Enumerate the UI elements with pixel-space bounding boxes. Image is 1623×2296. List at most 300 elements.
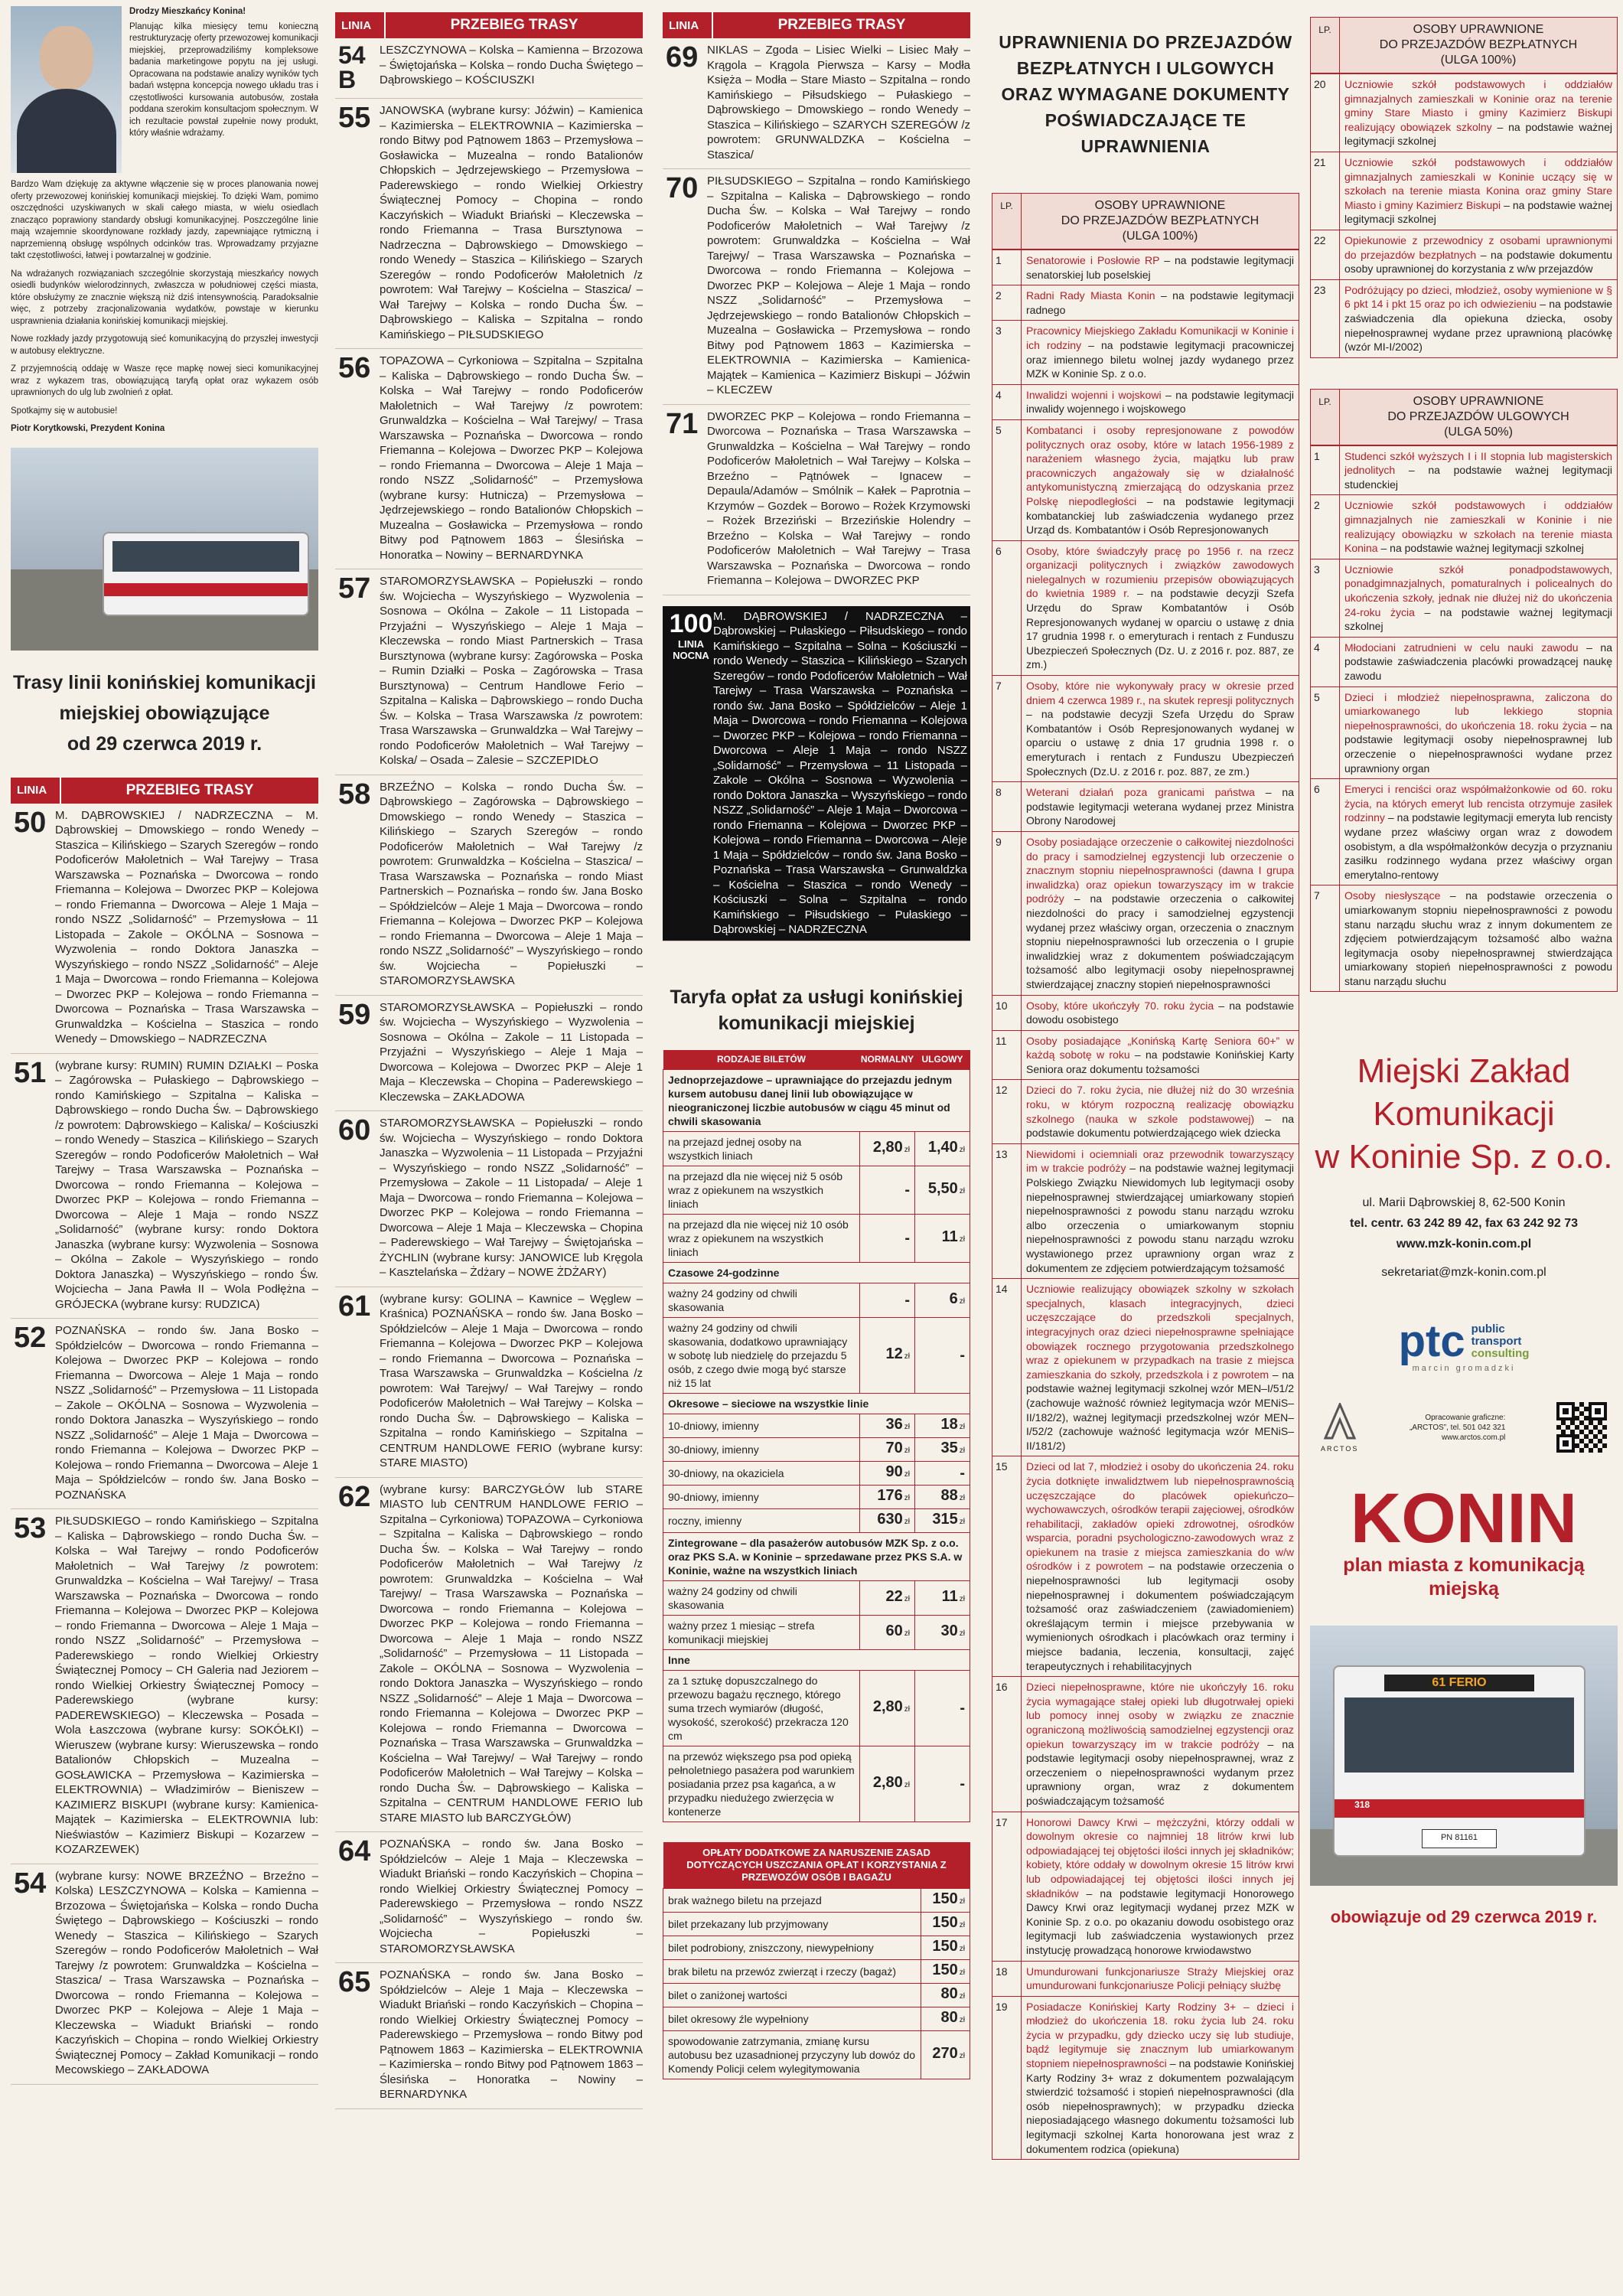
ticket-desc: 90-dniowy, imienny (663, 1486, 860, 1509)
currency: zł (904, 1423, 910, 1431)
col-normal: NORMALNY (860, 1050, 915, 1070)
ticket-price (915, 1166, 970, 1215)
permission-document: – na podstawie ważnej legitymacji szkolnej (1377, 542, 1584, 555)
tariff-section: Zintegrowane – dla pasażerów autobusów MZK Sp. z o.o. oraz PKS S.A. w Koninie – sprzedawane przez PKS S.A. w Koninie, ważne na wszystkich liniach (663, 1533, 970, 1581)
permission-document: – na podstawie ważnej legitymacji szkolnej (1344, 605, 1612, 633)
credit-line: www.arctos.com.pl (1442, 1433, 1506, 1442)
permission-group: Dzieci od lat 7, młodzież i osoby do ukończenia 24. roku życia dotknięte inwalidztwem lub niepełnosprawnością uczęszczające do placówek opiekuńczo–wychowawczych, ośrodków terapii zajęciowej, ośrodków rehabilitacji, zakładów opieki zdrowotnej, ośrodków wsparcia, poradni psychologiczno-zawodowych wraz z opiekunem na trasie z miejsca zamieszkania do w/w ośrodków i z powrotem (1026, 1460, 1294, 1573)
permission-group: Osoby posiadające „Konińską Kartę Seniora 60+” w każdą sobotę w roku (1026, 1034, 1294, 1062)
permission-document: – na podstawie ważnej legitymacji szkolnej wzór MEN–I/51/2 (zachowuje ważność również legitymacja wzór MENiS–II/182/2), ważnej legitymacji przedszkolnej wzór MEN–I/52/2 (zachowuje ważność legitymacja wzór MENiS–II/181/2) (1026, 1368, 1294, 1452)
price-value: - (960, 1776, 965, 1792)
surcharge-desc: bilet okresowy źle wypełniony (663, 2007, 921, 2031)
permission-number: 23 (1311, 280, 1340, 357)
tariff-row (663, 1462, 970, 1486)
ticket-desc: ważny przez 1 miesiąc – strefa komunikacji miejskiej (663, 1616, 860, 1650)
route-row (335, 775, 643, 996)
permission-text (1022, 321, 1299, 383)
surcharge-amount: 150 (932, 1890, 958, 1907)
mayor-portrait (11, 6, 122, 173)
route-text: PIŁSUDSKIEGO – rondo Kamińskiego – Szpitalna – Kaliska – Dąbrowskiego – rondo Ducha Św. – Kolska – Wał Tarejwy – rondo Podoficerów Małoletnich – Wał Tarejwy /z powrotem: Grunwaldzka – Kościelna – Wał Tarejwy/ – Trasa Warszawska – Poznańska – Dworcowa – rondo Friemanna – Kolejowa – Dworzec PKP – Kolejowa – rondo Friemanna – Dworcowa – Aleje 1 Maja – rondo NSZZ „Solidarność” – Przemysłowa – Paderewskiego – rondo Wielkiej Orkiestry Świątecznej Pomocy – CH Galeria nad Jeziorem – rondo Wielkiej Orkiestry Świątecznej Pomocy – Paderewskiego (wybrane kursy: PADEREWSKIEGO) – Kleczewska – Posada – Wola Łaszczowa (wybrane kursy: SOKÓŁKI) – Wieruszew (wybrane kursy: Wieruszewska – rondo Batalionów Chłopskich – Muzealna – GOSŁAWICKA – Przemysłowa – Kazimierska – ELEKTROWNIA) – Władzimirów – Bieniszew – KAZIMIERZ BISKUPI (wybrane kursy: Kamienica-Majątek – Kazimierska – ELEKTROWNIA lub: Nieświastów – Kazimierz Biskupi – Kozarzew – KOZARZEWEK) (55, 1515, 318, 1856)
currency: zł (959, 1945, 965, 1953)
currency: zł (904, 1146, 910, 1154)
permission-group: Osoby niesłyszące (1344, 889, 1441, 902)
ticket-price (860, 1283, 915, 1318)
tariff-row (663, 1166, 970, 1215)
ticket-desc: ważny 24 godziny od chwili skasowania (663, 1581, 860, 1616)
currency: zł (959, 1235, 965, 1244)
currency: zł (959, 1992, 965, 2001)
valid-from-footer: obowiązuje od 29 czerwca 2019 r. (1330, 1907, 1598, 1927)
permission-row (992, 384, 1299, 419)
ticket-price (860, 1671, 915, 1746)
permission-text (1022, 782, 1299, 831)
permission-document: – na podstawie orzeczenia o niepełnosprawności lub legitymacji osoby niepełnosprawnej i dokumentem poświadczającym tożsamość oraz zaświadczeniem (zawiadomieniem) określającym termin i miejsce przebywania w wymienionych ośrodkach i placówkach oraz terminy i miejsce badania, leczenia, konsultacji, zajęć terapeutycznych i rehabilitacyjnych (1026, 1560, 1294, 1672)
route-row (335, 1287, 643, 1478)
currency: zł (959, 1187, 965, 1195)
lp-label: LP. (1310, 389, 1339, 445)
permission-number: 4 (992, 385, 1022, 419)
permission-row (1311, 637, 1617, 687)
permission-number: 3 (1311, 559, 1340, 637)
ticket-price (915, 1132, 970, 1166)
permission-row (992, 675, 1299, 781)
ticket-price (915, 1215, 970, 1263)
permission-text (1022, 1677, 1299, 1811)
free-title-line: DO PRZEJAZDÓW BEZPŁATNYCH (1061, 214, 1260, 227)
route-number: 58 (338, 778, 371, 810)
permission-document: – na podstawie dokumentu osoby uprawnionej do korzystania z w/w przejazdów (1344, 248, 1612, 276)
permission-document: – na podstawie legitymacji pracowniczej oraz imiennego biletu wolnej jazdy wydanego przez MZK w Koninie Sp. z o.o. (1026, 338, 1294, 380)
permission-group: Dzieci niepełnosprawne, które nie ukończyły 16. roku życia wymagające stałej opieki lub długotrwałej opieki lub pomocy innej osoby w związku ze znacznie ograniczoną możliwością samodzielnej egzystencji oraz opiekun towarzyszący im w trakcie podróży (1026, 1681, 1294, 1750)
free-title-line: (ULGA 100%) (1122, 230, 1198, 243)
night-route (663, 606, 970, 941)
route-text: POZNAŃSKA – rondo św. Jana Bosko – Spółdzielców – Aleje 1 Maja – Kleczewska – Wiadukt Briański – rondo Kaczyńskich – Chopina – rondo Wielkiej Orkiestry Świątecznej Pomocy – Paderewskiego – Przemysłowa – rondo NSZZ „Solidarność” – Wyszyńskiego – rondo św. Wojciecha – Popiełuszki – STAROMORZYSŁAWSKA (380, 1838, 643, 1955)
tariff-table (663, 1050, 970, 1823)
surcharge-desc: brak ważnego biletu na przejazd (663, 1889, 921, 1913)
route-text: DWORZEC PKP – Kolejowa – rondo Friemanna – Dworcowa – Poznańska – Trasa Warszawska – Grunwaldzka – Kościelna – Wał Tarejwy – rondo Podoficerów Małoletnich – Wał Tarejwy – Kolska – Brzeźno – Pątnówek – Ignacew – Depaula/Adamów – Smólnik – Kałek – Paprotnia – Krzymów – Gozdek – Borowo – Rożek Krzymowski – Rożek Brzeziński – Brzezińskie Holendry – Brzeźno – Kolska – Wał Tarejwy – rondo Podoficerów Małoletnich – Wał Tarejwy – Trasa Warszawska – Poznańska – Dworcowa – rondo Friemanna – Kolejowa – DWORZEC PKP (707, 409, 970, 587)
permission-text (1022, 676, 1299, 781)
currency: zł (959, 1423, 965, 1431)
price-value: 30 (940, 1623, 958, 1639)
permission-group: Uczniowie realizujący obowiązek szkolny w szkołach specjalnych, klasach integracyjnych, dzieci uczęszczające do przedszkoli specjalnych, integracyjnych oraz dzieci niepełnosprawne spełniające obowiązek rocznego przygotowania przedszkolnego wraz z opiekunem w przypadkach na trasie z miejsca zamieszkania do szkoły, przedszkola i z powrotem (1026, 1283, 1294, 1381)
currency: zł (904, 1494, 910, 1502)
tariff-row (663, 1414, 970, 1438)
ticket-price (915, 1746, 970, 1822)
header-route: PRZEBIEG TRASY (125, 781, 254, 798)
ticket-price (860, 1509, 915, 1533)
surcharge-value (921, 1936, 970, 1960)
route-number: 57 (338, 572, 371, 605)
letter-greeting: Drodzy Mieszkańcy Konina! (129, 7, 246, 16)
bus-front-illustration (1333, 1665, 1586, 1857)
konin-title: KONIN (1350, 1479, 1578, 1558)
konin-subtitle: miejską (1429, 1578, 1499, 1600)
column-2 (335, 0, 643, 2296)
permission-text (1022, 1456, 1299, 1676)
ticket-desc: 30-dniowy, na okaziciela (663, 1462, 860, 1486)
permission-group: Pracownicy Miejskiego Zakładu Komunikacji w Koninie i ich rodziny (1026, 325, 1294, 351)
company-name-line: Komunikacji (1373, 1095, 1555, 1133)
surcharge-amount: 80 (940, 2009, 958, 2026)
route-text: BRZEŹNO – Kolska – rondo Ducha Św. – Dąbrowskiego – Zagórowska – Dąbrowskiego – Dmowskiego – rondo Wenedy – Staszica – Kilińskiego – Szarych Szeregów – rondo Podoficerów Małoletnich – Wał Tarejwy /z powrotem: Grunwaldzka – Kościelna – Staszica/ – Trasa Warszawska – Poznańska – rondo Miast Partnerskich – Poznańska – rondo św. Jana Bosko – Spółdzielców – Aleje 1 Maja – Dworcowa – rondo Friemanna – Kolejowa – Dworzec PKP – Kolejowa – rondo Friemanna – Dworcowa – Aleje 1 Maja – rondo NSZZ „Solidarność” – Wyszyńskiego – rondo św. Wojciecha – Popiełuszki – STAROMORZYSŁAWSKA (380, 780, 643, 987)
permission-number: 7 (1311, 885, 1340, 991)
permission-number: 4 (1311, 638, 1340, 687)
permission-group: Dzieci do 7. roku życia, nie dłużej niż do 30 września roku, w którym rozpoczną realizację obowiązku szkolnego (nauka w szkole podstawowej) (1026, 1084, 1294, 1125)
route-number: 51 (14, 1056, 47, 1089)
currency: zł (959, 1518, 965, 1526)
bus-fleet-number: 318 (1354, 1799, 1370, 1811)
price-value: 22 (885, 1588, 903, 1605)
ticket-price (860, 1166, 915, 1215)
route-row (11, 1054, 318, 1319)
permission-document: – na podstawie decyzji Szefa Urzędu do Spraw Kombatantów i Osób Represjonowanych wydanej w oparciu o ustawę z dnia 17 grudnia 1998 r. o emeryturach i rentach z Funduszu Ubezpieczeń Społecznych (Dz. U. z 2016 r. poz. 887, ze zm.) (1026, 587, 1294, 671)
ticket-price (860, 1215, 915, 1263)
surcharge-amount: 150 (932, 1962, 958, 1978)
tariff-section: Jednoprzejazdowe – uprawniające do przejazdu jednym kursem autobusu danej linii lub obowiązujące w nieograniczonej liczbie autobusów w ciągu 45 minut od chwili skasowania (663, 1070, 970, 1132)
ptc-line: consulting (1471, 1347, 1530, 1361)
surcharge-value (921, 2031, 970, 2079)
currency: zł (904, 1518, 910, 1526)
permission-row (1311, 279, 1617, 357)
permission-group: Senatorowie i Posłowie RP (1026, 254, 1160, 266)
permission-number: 1 (992, 250, 1022, 285)
permission-text (1022, 996, 1299, 1030)
routes-list-1 (11, 804, 318, 2085)
header-route: PRZEBIEG TRASY (777, 17, 906, 33)
permissions-title (992, 29, 1299, 159)
currency: zł (904, 1629, 910, 1638)
permission-number: 10 (992, 996, 1022, 1030)
currency: zł (904, 1595, 910, 1603)
ticket-desc: na przewóz większego psa pod opieką pełnoletniego pasażera pod warunkiem posiadania przez psa kagańca, a w przypadku niedużego zwierzęcia w kontenerze (663, 1746, 860, 1822)
surcharge-amount: 150 (932, 1914, 958, 1931)
route-number: 53 (14, 1512, 47, 1544)
permission-row (992, 1676, 1299, 1811)
night-sub: LINIA (678, 638, 704, 650)
permission-text (1340, 280, 1617, 357)
permission-number: 5 (1311, 687, 1340, 779)
surcharge-row (663, 1913, 970, 1936)
permission-text (1340, 230, 1617, 279)
ticket-desc: ważny 24 godziny od chwili skasowania, dodatkowo uprawniający w sobotę lub niedzielę do przejazdu 5 osób, z czego dwie mogą być starsze niż 15 lat (663, 1318, 860, 1394)
permission-number: 2 (992, 285, 1022, 320)
permission-document: – na podstawie legitymacji osoby niepełnosprawnej, wraz z orzeczeniem o niepełnosprawności wydanym przez uprawniony organ, wraz z dokumentem poświadczającym tożsamość (1026, 1737, 1294, 1807)
permission-row (992, 1030, 1299, 1080)
routes-caption (11, 667, 318, 759)
route-text: NIKLAS – Zgoda – Lisiec Wielki – Lisiec Mały – Krągola – Krągola Pierwsza – Karsy – Modła Księża – Modła – Stare Miasto – Szpitalna – rondo Kamińskiego – Piłsudskiego – Pułaskiego – Dąbrowskiego – Dmowskiego – rondo Wenedy – Staszica – Kilińskiego – SZARYCH SZEREGÓW /z powrotem: GRUNWALDZKA – Kościelna – Staszica/ (707, 44, 970, 161)
permission-document: – na podstawie legitymacji weterana wydanej przez Ministra Obrony Narodowej (1026, 786, 1295, 827)
permission-number: 6 (992, 541, 1022, 675)
permission-row (992, 1079, 1299, 1143)
credit-line: Opracowanie graficzne: (1425, 1413, 1506, 1422)
surcharge-value (921, 1889, 970, 1913)
free-title-line: DO PRZEJAZDÓW BEZPŁATNYCH (1379, 38, 1578, 51)
currency: zł (904, 1352, 910, 1361)
company-name-line: Miejski Zakład (1357, 1052, 1571, 1091)
permission-number: 16 (992, 1677, 1022, 1811)
price-value: 60 (885, 1623, 903, 1639)
price-value: - (960, 1347, 965, 1364)
ticket-price (860, 1132, 915, 1166)
graphic-credit (1410, 1413, 1505, 1443)
ticket-price (915, 1318, 970, 1394)
permission-group: Uczniowie szkół podstawowych i oddziałów gimnazjalnych nie zamieszkali w Koninie i nie realizujący obowiązku w szkołach na terenie miasta Konina (1344, 499, 1612, 555)
route-text: LESZCZYNOWA – Kolska – Kamienna – Brzozowa – Świętojańska – Kolska – rondo Ducha Świętego – Dąbrowskiego – KOŚCIUSZKI (380, 44, 643, 86)
permission-document: – na podstawie legitymacji radnego (1026, 289, 1294, 316)
permission-number: 13 (992, 1144, 1022, 1278)
permission-document: – na podstawie decyzji Szefa Urzędu do Spraw Kombatantów i Osób Represjonowanych wydanej w oparciu o ustawę z dnia 17 grudnia 1998 r. o emeryturach i rentach z Funduszu Ubezpieczeń Społecznych (Dz.U. z 2016 r. poz. 887, ze zm.) (1026, 708, 1294, 778)
permission-number: 20 (1311, 74, 1340, 152)
permission-group: Umundurowani funkcjonariusze Straży Miejskiej oraz umundurowani funkcjonariusze Policji pełniący służbę (1026, 1965, 1294, 1992)
permission-text (1340, 687, 1617, 779)
ptc-logo (1310, 1316, 1618, 1367)
permission-group: Posiadacze Konińskiej Karty Rodziny 3+ – dzieci i młodzież do ukończenia 18. roku życia lub 24. roku życia w przypadku, gdy dziecko uczy się lub studiuje, bądź legitymuje się znacznym lub umiarkowanym stopniem niepełnosprawności (1026, 2000, 1294, 2070)
permission-text (1022, 1812, 1299, 1961)
letter-p6: Spotkajmy się w autobusie! (11, 406, 118, 416)
permission-text (1340, 779, 1617, 885)
currency: zł (959, 1629, 965, 1638)
route-text: STAROMORZYSŁAWSKA – Popiełuszki – rondo św. Wojciecha – Wyszyńskiego – Wyzwolenia – Sosnowa – Okólna – Zakole – 11 Listopada – Przyjaźni – Wyszyńskiego – Aleje 1 Maja – Dworcowa – Kolejowa – Dworzec PKP – Aleje 1 Maja – Kleczewska – Chopina – Paderewskiego – Kleczewska – ZAKŁADOWA (380, 1000, 643, 1104)
price-value: 630 (877, 1511, 903, 1528)
surcharge-value (921, 1960, 970, 1984)
route-row (335, 1111, 643, 1287)
letter-p4: Nowe rozkłady jazdy przygotowują sieć komunikacyjną do przyszłej inwestycji w autobusy elektryczne. (11, 334, 318, 356)
company-name-line: w Koninie Sp. z o.o. (1315, 1138, 1613, 1176)
currency: zł (904, 1446, 910, 1455)
route-number: 50 (14, 806, 47, 839)
route-row (335, 1963, 643, 2109)
free-title-line: OSOBY UPRAWNIONE (1413, 23, 1544, 36)
permission-document: – na podstawie legitymacji emeryta lub rencisty wydane przez właściwy organ wraz z dowodem osobistym, a dla współmałżonków decyzja o przyznaniu zasiłku rodzinnego wydana przez właściwy organ emerytalno-rentowy (1344, 811, 1612, 881)
night-route-text: M. DĄBROWSKIEJ / NADRZECZNA – Dąbrowskiej – Pułaskiego – Piłsudskiego – rondo Kamińskiego – Szpitalna – Solna – Kościuszki – rondo Wenedy – Staszica – Kilińskiego – Szarych Szeregów – rondo Podoficerów Małoletnich – Wał Tarejwy – Trasa Warszawska – Poznańska – rondo św. Jana Bosko – Spółdzielców – Aleje 1 Maja – Dworcowa – rondo Friemanna – Kolejowa – Dworzec PKP – Kolejowa – rondo Friemanna – Dworcowa – Aleje 1 Maja – rondo NSZZ „Solidarność” – Przemysłowa – 11 Listopada – Zakole – Okólna – Sosnowa – Wyzwolenia – rondo Doktora Janaszka – Wyszyńskiego – rondo NSZZ „Solidarność” – Aleje 1 Maja – Dworcowa – rondo Friemanna – Kolejowa – Dworzec PKP – Kolejowa – rondo Friemanna – Dworcowa – Aleje 1 Maja – Spółdzielców – rondo św. Jana Bosko – Poznańska – Trasa Warszawska – Grunwaldzka – Kościelna – Staszica – rondo Wenedy – Kościuszki – Solna – Szpitalna – rondo Kamińskiego – Piłsudskiego – Pułaskiego – Dąbrowskiej – NADRZECZNA (713, 609, 967, 936)
permission-group: Uczniowie szkół podstawowych i oddziałów gimnazjalnych zamieszkali w Koninie uczący się w szkołach na terenie miasta Konina oraz gminy Stare Miasto i gminy Kazimierz Biskupi (1344, 155, 1612, 211)
ticket-desc: 30-dniowy, imienny (663, 1438, 860, 1462)
tariff-row (663, 1509, 970, 1533)
routes-list-2 (335, 38, 643, 2109)
permission-row (992, 781, 1299, 831)
surcharge-desc: bilet o zaniżonej wartości (663, 1984, 921, 2007)
price-value: 176 (877, 1487, 903, 1504)
ptc-line: transport (1471, 1335, 1522, 1349)
portrait-suit (17, 89, 116, 173)
arctos-logo (1321, 1403, 1358, 1453)
ticket-price (915, 1283, 970, 1318)
permission-document: – na podstawie orzeczenia o całkowitej niezdolności do pracy i samodzielnej egzystencji wydanej przez właściwy organ, orzeczenia o znacznym stopniu niepełnosprawności lub orzeczenia o I grupie inwalidzkiej wraz z dokumentem poświadczającym tożsamość albo legitymacji osoby niepełnosprawnej stwierdzającej znaczny stopień niepełnosprawności (1026, 892, 1294, 990)
permission-document: – na podstawie orzeczenia o umiarkowanym stopniu niepełnosprawności z powodu stanu narządu słuchu wraz z innym dokumentem ze zdjęciem potwierdzającym tożsamość albo ważna legitymacja osoby niepełnosprawnej stwierdzająca umiarkowany stopień niepełnosprawności z powodu stanu narządu słuchu (1344, 889, 1612, 987)
currency: zł (959, 1921, 965, 1929)
ticket-price (915, 1581, 970, 1616)
permission-row (1311, 687, 1617, 779)
ptc-signature: marcin gromadzki (1412, 1364, 1516, 1374)
permission-document: – na podstawie dowodu osobistego (1026, 999, 1294, 1026)
permission-document: – na podstawie zaświadczenia placówki prowadzącej naukę zawodu (1344, 641, 1612, 682)
permission-row (1311, 230, 1617, 279)
permission-text (1022, 1031, 1299, 1080)
tariff-row (663, 1132, 970, 1166)
header-line: LINIA (11, 778, 61, 804)
ptc-line: public (1471, 1322, 1505, 1336)
ticket-price (915, 1671, 970, 1746)
route-number: 65 (338, 1966, 371, 1998)
perm-title-line: BEZPŁATNYCH I ULGOWYCH (1016, 58, 1275, 78)
permission-text (1340, 495, 1617, 558)
price-value: - (904, 1292, 910, 1309)
route-row (335, 569, 643, 775)
surcharge-value (921, 2007, 970, 2031)
price-value: 2,80 (872, 1139, 903, 1156)
perm-title-line: UPRAWNIENIA DO PRZEJAZDÓW (999, 32, 1292, 52)
company-website[interactable]: www.mzk-konin.com.pl (1396, 1238, 1532, 1251)
surcharge-amount: 270 (932, 2045, 958, 2062)
bus-photo-1 (11, 448, 318, 651)
arctos-name: ARCTOS (1321, 1444, 1359, 1453)
ticket-price (860, 1318, 915, 1394)
currency: zł (904, 1705, 910, 1714)
route-number: 64 (338, 1835, 371, 1867)
permission-document: – na podstawie ważnej legitymacji szkolnej (1344, 198, 1612, 226)
route-number: 69 (666, 41, 699, 73)
permission-text (1022, 1080, 1299, 1143)
disc-title-line: OSOBY UPRAWNIONE (1413, 394, 1544, 408)
surcharge-desc: bilet podrobiony, zniszczony, niewypełniony (663, 1936, 921, 1960)
ticket-desc: za 1 sztukę dopuszczalnego do przewozu bagażu ręcznego, którego suma trzech wymiarów (długość, wysokość, szerokość) przekracza 120 cm (663, 1671, 860, 1746)
ticket-price (915, 1462, 970, 1486)
company-email[interactable]: sekretariat@mzk-konin.com.pl (1381, 1266, 1546, 1280)
ticket-price (915, 1509, 970, 1533)
ticket-price (860, 1414, 915, 1438)
surcharge-value (921, 1984, 970, 2007)
route-number: 71 (666, 407, 699, 440)
permission-document: – na podstawie legitymacji senatorskiej lub poselskiej (1026, 254, 1294, 281)
permission-group: Podróżujący po dzieci, młodzież, osoby wymienione w § 6 pkt 14 i pkt 15 oraz po ich odwiezieniu (1344, 283, 1612, 311)
permission-row (992, 831, 1299, 995)
night-sub: NOCNA (673, 649, 709, 661)
surcharge-amount: 80 (940, 1985, 958, 2002)
permission-document: – na podstawie ważnej legitymacji Polskiego Związku Niewidomych lub legitymacji osoby niepełnosprawnej stwierdzającej umiarkowany stopień niepełnosprawności z powodu stanu narządu wzroku albo orzeczenia o umiarkowanym stopniu niepełnosprawności z powodu stanu narządu wzroku wystawionego przez uprawniony organ wraz z dokumentem ze zdjęciem potwierdzającym tożsamość (1026, 1162, 1294, 1274)
free-title-line: (ULGA 100%) (1440, 54, 1517, 67)
route-row (335, 1832, 643, 1963)
permission-group: Opiekunowie z przewodnicy z osobami uprawnionymi do przejazdów bezpłatnych (1344, 233, 1612, 261)
tariff-row (663, 1318, 970, 1394)
permission-group: Uczniowie szkół podstawowych i oddziałów gimnazjalnych zamieszkali w Koninie oraz na terenie gminy Stare Miasto i gminy Kazimierz Biskupi realizujący obowiązek szkolny (1344, 78, 1612, 133)
tariff-row (663, 1746, 970, 1822)
route-number: 61 (338, 1290, 371, 1322)
permission-group: Niewidomi i ociemniali oraz przewodnik towarzyszący im w trakcie podróży (1026, 1147, 1294, 1175)
currency: zł (904, 1781, 910, 1789)
route-row (335, 38, 643, 99)
surcharge-table (663, 1842, 970, 2079)
permission-number: 15 (992, 1456, 1022, 1676)
perm-title-line: ORAZ WYMAGANE DOKUMENTY (1001, 84, 1290, 104)
ticket-desc: roczny, imienny (663, 1509, 860, 1533)
tariff-row (663, 1215, 970, 1263)
tariff-row (663, 1438, 970, 1462)
header-line: LINIA (335, 12, 386, 38)
tariff-title-line: Taryfa opłat za usługi konińskiej (670, 986, 963, 1008)
permission-number: 21 (1311, 152, 1340, 230)
currency: zł (959, 1297, 965, 1306)
permission-number: 9 (992, 832, 1022, 995)
caption-line: Trasy linii konińskiej komunikacji (13, 671, 316, 693)
ticket-price (860, 1486, 915, 1509)
permission-document: – na podstawie dokumentu potwierdzającego wiek dziecka (1026, 1112, 1294, 1140)
route-text: PIŁSUDSKIEGO – Szpitalna – rondo Kamińskiego – Szpitalna – Kaliska – Dąbrowskiego – rondo Ducha Św. – Kolska – Wał Tarejwy – rondo Podoficerów Małoletnich – Wał Tarejwy /z powrotem: Grunwaldzka – Kościelna – Wał Tarejwy/ – Trasa Warszawska – Poznańska – Dworcowa – rondo Friemanna – Kolejowa – Dworzec PKP – Kolejowa – Aleje 1 Maja – rondo NSZZ „Solidarność” – Przemysłowa – Jędrzejewskiego – rondo Batalionów Chłopskich – Muzealna – Gosławicka – Przemysłowa – rondo Bitwy pod Pątnowem 1863 – Kazimierska – ELEKTROWNIA – Kazimierska – Kamienica-Majątek – Kamienica – Kazimierz Biskupi – Jóźwin – KLECZEW (707, 174, 970, 396)
price-value: 2,80 (872, 1774, 903, 1791)
currency: zł (904, 1470, 910, 1479)
permission-text (1022, 250, 1299, 285)
lp-label: LP. (992, 193, 1021, 249)
permission-group: Radni Rady Miasta Konin (1026, 289, 1155, 302)
route-row (335, 349, 643, 569)
permission-text (1340, 885, 1617, 991)
permission-text (1340, 638, 1617, 687)
permission-number: 3 (992, 321, 1022, 383)
ticket-desc: na przejazd dla nie więcej niż 5 osób wraz z opiekunem na wszystkich liniach (663, 1166, 860, 1215)
free-list (992, 249, 1299, 2160)
route-row (335, 996, 643, 1112)
caption-line: od 29 czerwca 2019 r. (67, 732, 262, 755)
permission-group: Inwalidzi wojenni i wojskowi (1026, 388, 1162, 401)
surcharge-row (663, 1984, 970, 2007)
header-line: LINIA (663, 12, 713, 38)
ticket-desc: 10-dniowy, imienny (663, 1414, 860, 1438)
route-text: POZNAŃSKA – rondo św. Jana Bosko – Spółdzielców – Aleje 1 Maja – Kleczewska – Wiadukt Briański – rondo Kaczyńskich – Chopina – rondo Wielkiej Orkiestry Świątecznej Pomocy – Paderewskiego – Przemysłowa – rondo Bitwy pod Pątnowem 1863 – Kazimierska – ELEKTROWNIA – Kazimierska – rondo Bitwy pod Pątnowem 1863 – Ślesińska – Honoratka – Nowiny – BERNARDYNKA (380, 1968, 643, 2101)
currency: zł (959, 1494, 965, 1502)
column-3 (663, 0, 970, 2296)
route-text: M. DĄBROWSKIEJ / NADRZECZNA – M. Dąbrowskiej – Dmowskiego – rondo Wenedy – Staszica – Kilińskiego – Szarych Szeregów – rondo Podoficerów Małoletnich – Wał Tarejwy – Trasa Warszawska – Poznańska – Dworcowa – rondo Friemanna – Kolejowa – Dworzec PKP – Kolejowa – rondo Friemanna – Dworcowa – Aleje 1 Maja – rondo NSZZ „Solidarność” – Przemysłowa – 11 Listopada – Zakole – OKÓLNA – Sosnowa – Wyzwolenia – rondo Doktora Janaszka – Wyszyńskiego – rondo NSZZ „Solidarność” – Aleje 1 Maja – Dworcowa – rondo Friemanna – Kolejowa – Dworzec PKP – Kolejowa – rondo Friemanna – Dworcowa – Poznańska – Trasa Warszawska – Grunwaldzka – Kościelna – Staszica – rondo Wenedy – Dmowskiego – NADRZECZNA (55, 808, 318, 1045)
tariff-section: Okresowe – sieciowe na wszystkie linie (663, 1394, 970, 1414)
ticket-price (915, 1414, 970, 1438)
price-value: 88 (940, 1487, 958, 1504)
permission-row (1311, 778, 1617, 885)
permission-row (992, 1456, 1299, 1676)
letter-top (11, 6, 318, 173)
permission-number: 18 (992, 1962, 1022, 1996)
free-title-line: OSOBY UPRAWNIONE (1094, 199, 1226, 212)
ticket-price (860, 1616, 915, 1650)
permission-row (992, 1996, 1299, 2160)
free-header-2 (1310, 17, 1618, 73)
permission-row (992, 419, 1299, 540)
permission-number: 17 (992, 1812, 1022, 1961)
surcharge-desc: brak biletu na przewóz zwierząt i rzeczy (bagaż) (663, 1960, 921, 1984)
tariff-title (663, 984, 970, 1036)
ticket-desc: ważny 24 godziny od chwili skasowania (663, 1283, 860, 1318)
disc-title-line: DO PRZEJAZDÓW ULGOWYCH (1387, 409, 1569, 423)
currency: zł (959, 1595, 965, 1603)
price-value: - (960, 1700, 965, 1717)
price-value: - (904, 1182, 910, 1199)
surcharge-value (921, 1913, 970, 1936)
column-1 (11, 0, 318, 2296)
col-ticket-type: RODZAJE BILETÓW (663, 1050, 860, 1070)
ticket-price (915, 1486, 970, 1509)
permission-text (1022, 385, 1299, 419)
discount-header (1310, 389, 1618, 445)
permission-text (1340, 559, 1617, 637)
currency: zł (959, 1897, 965, 1906)
routes-header (663, 12, 970, 38)
route-row (663, 38, 970, 169)
permission-text (1340, 446, 1617, 495)
tariff-row (663, 1581, 970, 1616)
permission-document: – na podstawie ważnej legitymacji studenckiej (1344, 464, 1612, 491)
route-number: 54 B (338, 41, 366, 93)
permission-document: – na podstawie ważnej legitymacji szkolnej (1344, 120, 1612, 148)
permission-document: – na podstawie legitymacji inwalidy wojennego i wojskowego (1026, 388, 1294, 416)
ptc-mark: ptc (1398, 1316, 1465, 1367)
ticket-price (860, 1462, 915, 1486)
